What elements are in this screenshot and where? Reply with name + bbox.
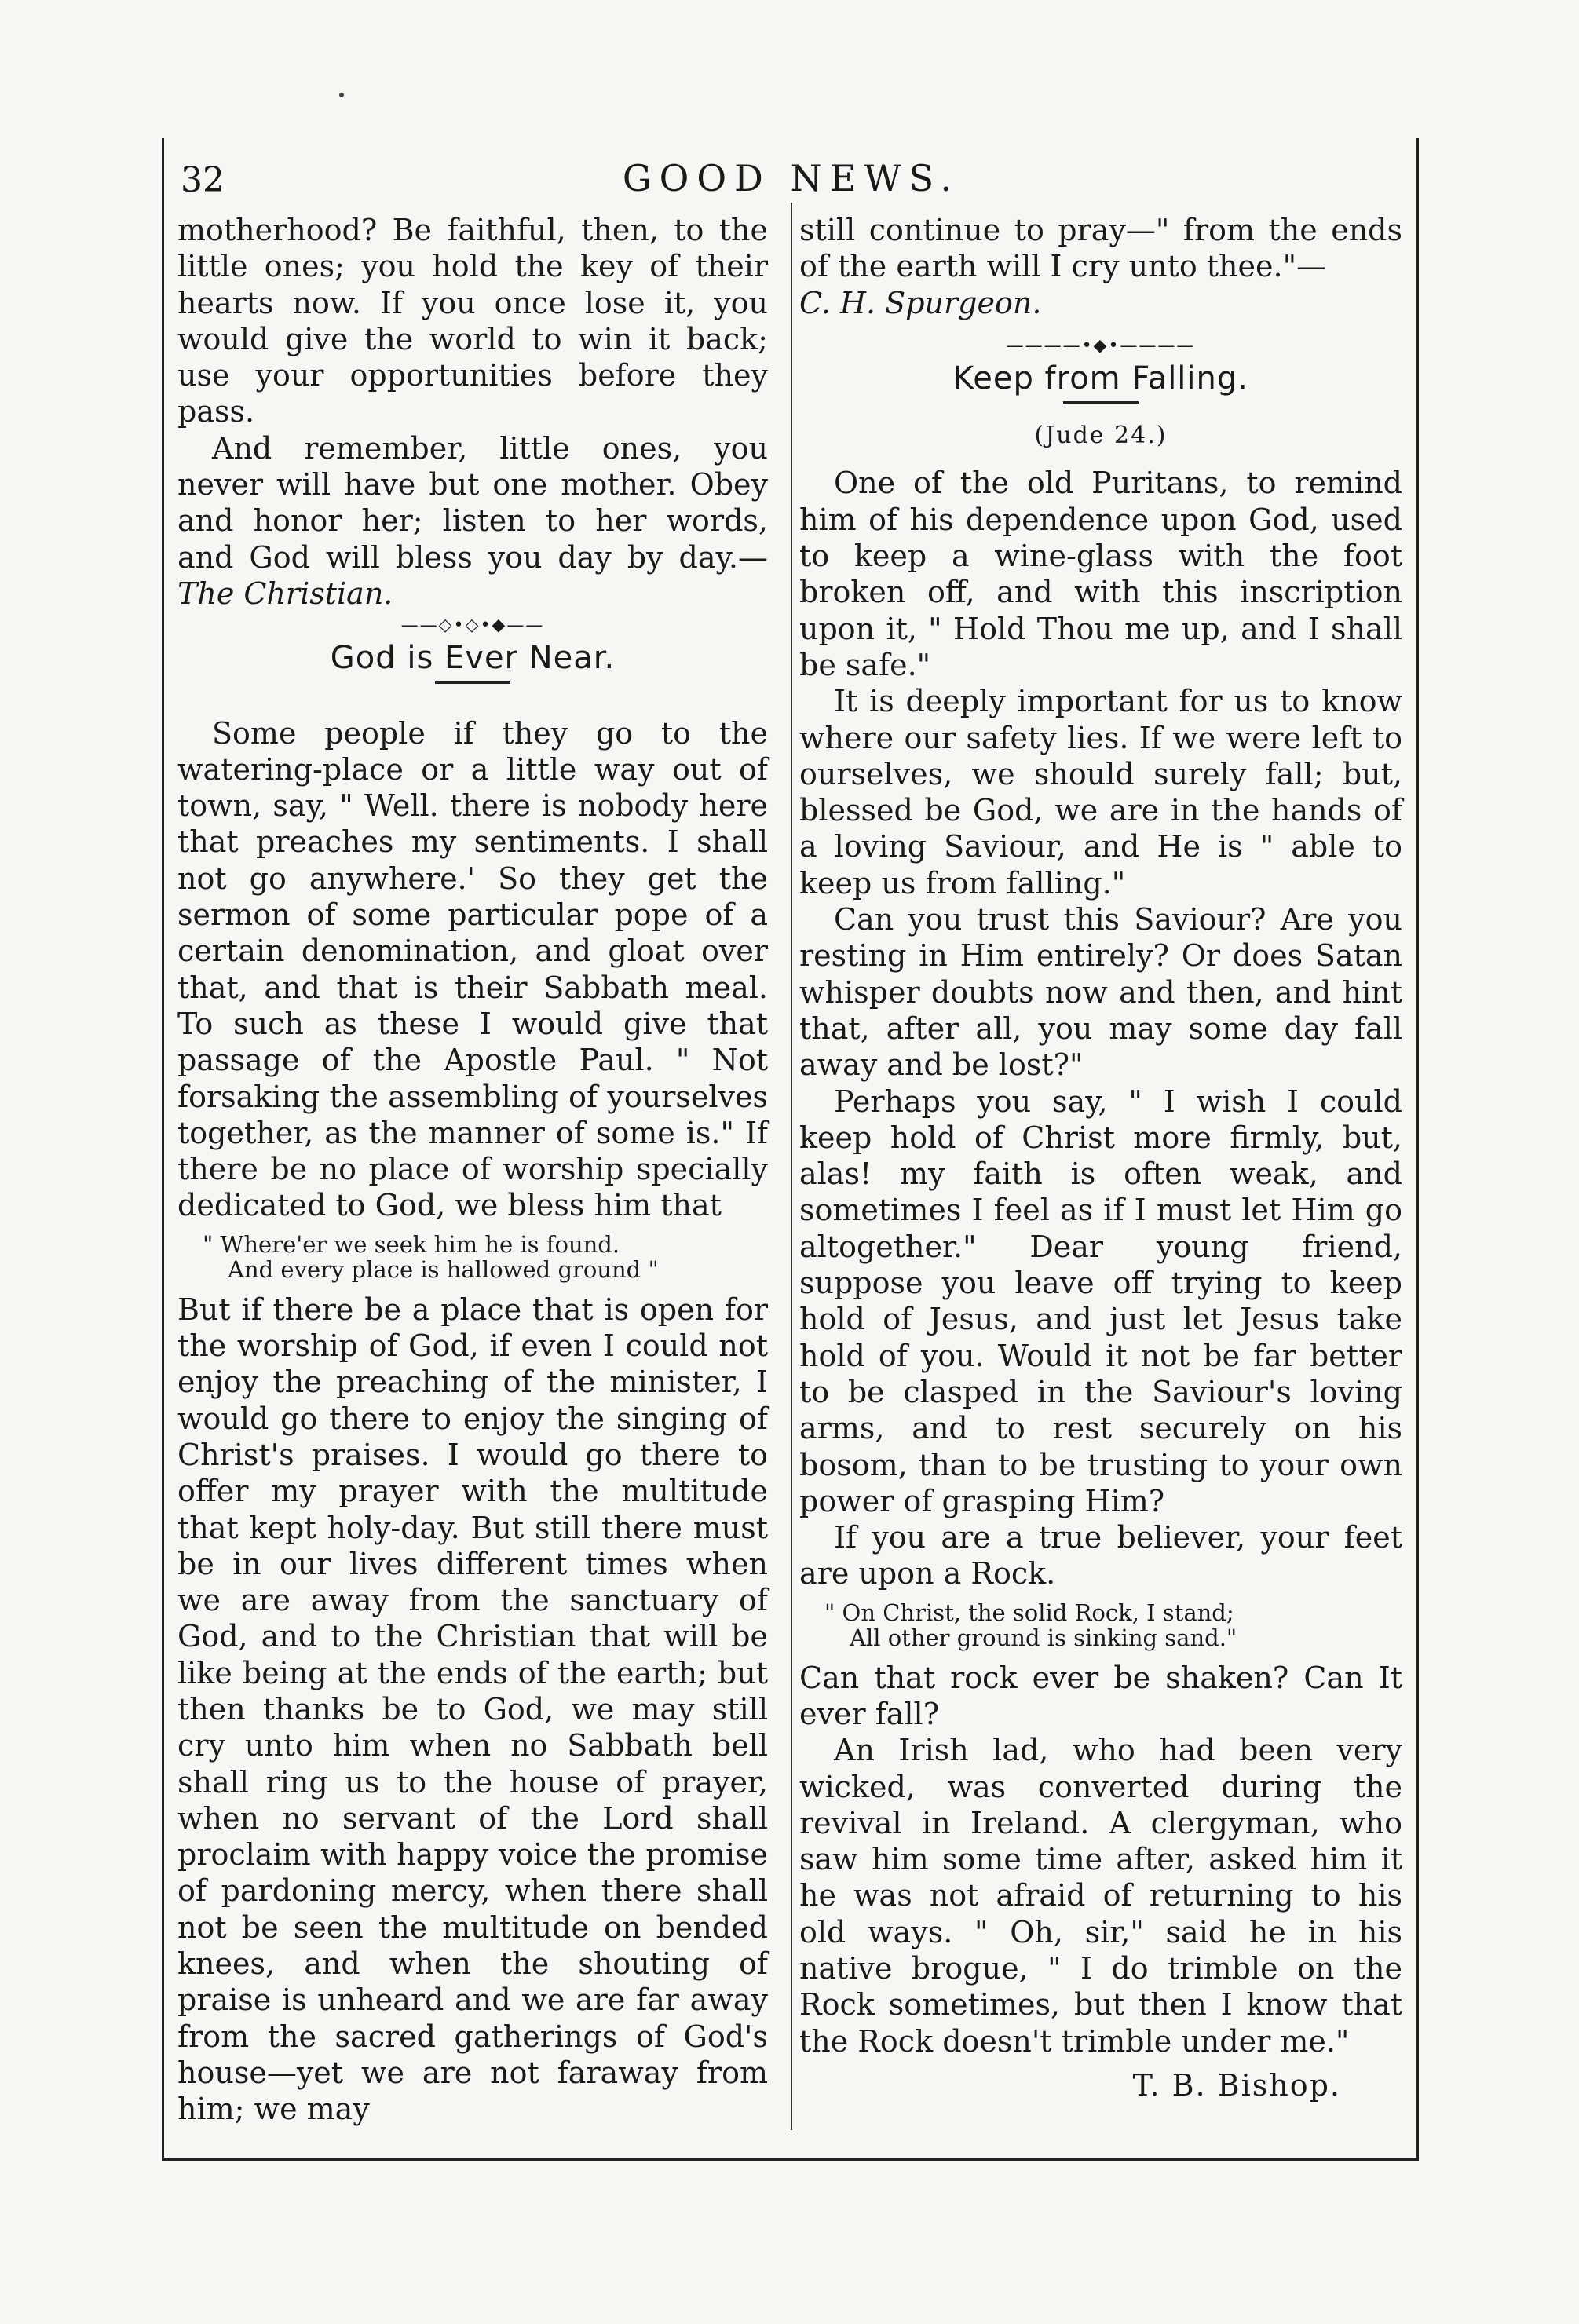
- frame-right-rule: [1416, 138, 1419, 2160]
- article-title: God is Ever Near.: [330, 640, 616, 677]
- right-column: [799, 212, 1402, 2103]
- author-signature: T. B. Bishop.: [1132, 2067, 1341, 2103]
- paragraph-text: And remember, little ones, you never will have but one mother. Obey and honor her; listen to her words, and God will bless you day by day.—: [177, 430, 768, 575]
- paragraph: [799, 212, 1402, 321]
- ornament-divider: ————•◆•————: [1006, 335, 1196, 356]
- paragraph: Perhaps you say, " I wish I could keep hold of Christ more firmly, but, alas! my faith is often weak, and sometimes I feel as if I must let Him go altogether." Dear young friend, suppose you leave off trying to keep hold of Jesus, and just let Jesus take hold of you. Would it not be far better to be clasped in the Saviour's loving arms, and to rest securely on his bosom, than to be trusting to your own power of grasping Him?: [799, 1083, 1402, 1518]
- source-attribution: The Christian.: [177, 576, 393, 611]
- paragraph: An Irish lad, who had been very wicked, was converted during the revival in Ireland. A clergyman, who saw him some time after, asked him it he was not afraid of returning to his old ways. " Oh, sir," said he in his native brogue, " I do trimble on the Rock sometimes, but then I know that the Rock doesn't trimble under me.": [799, 1733, 1402, 2059]
- paragraph: Can that rock ever be shaken? Can It ever fall?: [799, 1660, 1402, 1731]
- paragraph: If you are a true believer, your feet are upon a Rock.: [799, 1520, 1402, 1591]
- column-divider: [791, 203, 792, 2130]
- paragraph: But if there be a place that is open for the worship of God, if even I could not enjoy the preaching of the minister, I would go there to enjoy the singing of Christ's praises. I would go there to offer my prayer with the multitude that kept holy-day. But still there must be in our lives different times when we are away from the sanctuary of God, and to the Christian that will be like being at the ends of the earth; but then thanks be to God, we may still cry unto him when no Sabbath bell shall ring us to the house of prayer, when no servant of the Lord shall proclaim with happy voice the promise of pardoning mercy, when there shall not be seen the multitude on bended knees, and when the shouting of praise is unheard and we are far away from the sacred gatherings of God's house—yet we are not faraway from him; we may: [177, 1292, 768, 2127]
- ornament-divider: ——◇•◇•◆——: [400, 616, 545, 636]
- frame-left-rule: [162, 138, 164, 2160]
- verse-line: " On Christ, the solid Rock, I stand;: [824, 1599, 1234, 1626]
- title-underline: [1063, 401, 1139, 404]
- title-underline: [435, 681, 510, 684]
- paragraph: Can you trust this Saviour? Are you resting in Him entirely? Or does Satan whisper doubts now and then, and hint that, after all, you may some day fall away and be lost?": [799, 902, 1402, 1083]
- paragraph-text: still continue to pray—" from the ends of the earth will I cry unto thee."—: [799, 213, 1402, 284]
- speck: [339, 93, 344, 97]
- paragraph: motherhood? Be faithful, then, to the little ones; you hold the key of their hearts now. If you once lose it, you would give the world to win it back; use your opportunities before they pass.: [177, 213, 768, 429]
- scripture-reference: (Jude 24.): [1034, 422, 1168, 450]
- frame-bottom-rule: [162, 2158, 1419, 2161]
- paragraph: Some people if they go to the watering-place or a little way out of town, say, " Well. there is nobody here that preaches my sentiments. I shall not go anywhere.' So they get the sermon of some particular pope of a certain denomination, and gloat over that, and that is their Sabbath meal. To such as these I would give that passage of the Apostle Paul. " Not forsaking the assembling of yourselves together, as the manner of some is." If there be no place of worship specially dedicated to God, we bless him that: [177, 715, 768, 1223]
- paragraph: It is deeply important for us to know where our safety lies. If we were left to ourselves, we should surely fall; but, blessed be God, we are in the hands of a loving Saviour, and He is " able to keep us from falling.": [799, 684, 1402, 901]
- page-number: 32: [181, 160, 225, 200]
- verse-quote: [177, 1232, 768, 1282]
- verse-quote: [799, 1600, 1402, 1650]
- verse-line: And every place is hallowed ground ": [228, 1255, 659, 1283]
- verse-line: All other ground is sinking sand.": [850, 1624, 1237, 1651]
- left-column: [177, 212, 768, 2128]
- source-attribution: C. H. Spurgeon.: [799, 285, 1042, 320]
- page-header: [173, 157, 1409, 204]
- verse-line: " Where'er we seek him he is found.: [203, 1230, 620, 1258]
- article-title: Keep from Falling.: [952, 360, 1248, 396]
- running-title: GOOD NEWS.: [622, 157, 960, 199]
- paragraph: [177, 430, 768, 612]
- paragraph: One of the old Puritans, to remind him of his dependence upon God, used to keep a wine-glass with the foot broken off, and with this inscription upon it, " Hold Thou me up, and I shall be safe.": [799, 466, 1402, 682]
